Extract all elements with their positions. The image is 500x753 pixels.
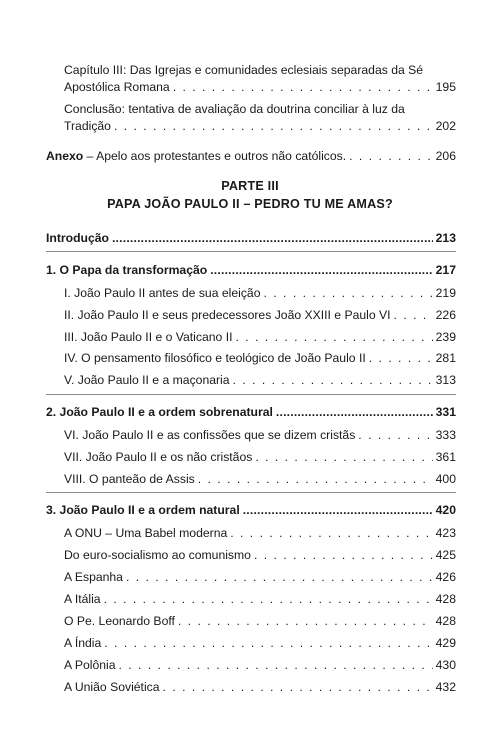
toc-section-3 — [46, 502, 456, 518]
anexo-text: – Apelo aos protestantes e outros não católicos. — [83, 149, 347, 163]
toc-page-number: 426 — [435, 570, 456, 584]
toc-page-number: 432 — [435, 680, 456, 694]
toc-entry-cap3-line1: Capítulo III: Das Igrejas e comunidades eclesiais separadas da Sé — [64, 63, 424, 77]
toc-entry-anexo — [46, 148, 456, 164]
toc-entry — [64, 329, 456, 345]
toc-entry — [64, 427, 456, 443]
toc-page-number: 219 — [435, 286, 456, 300]
leader-dots — [394, 307, 433, 323]
toc-entry — [64, 471, 456, 487]
leader-dots — [104, 635, 432, 651]
toc-section-label: 3. João Paulo II e a ordem natural — [46, 503, 240, 517]
toc-page-number: 361 — [435, 450, 456, 464]
toc-entry-label: VII. João Paulo II e os não cristãos — [64, 450, 253, 464]
leader-dots — [233, 372, 433, 388]
toc-page-number: 425 — [435, 548, 456, 562]
toc-page-number: 428 — [435, 592, 456, 606]
leader-dots — [235, 329, 432, 345]
toc-page-number: 313 — [435, 373, 456, 387]
toc-entry-label — [46, 148, 346, 164]
leader-dots — [178, 613, 433, 629]
leader-dots — [358, 427, 432, 443]
toc-section-1 — [46, 262, 456, 278]
toc-entry-label: A União Soviética — [64, 680, 160, 694]
toc-page-number: 281 — [435, 351, 456, 365]
toc-entry-label: A Espanha — [64, 570, 123, 584]
toc-entry-label: A Índia — [64, 636, 102, 650]
toc-page-number: 226 — [435, 308, 456, 322]
toc-section-label: 1. O Papa da transformação — [46, 263, 208, 277]
toc-entry — [64, 547, 456, 563]
toc-entry-label: Introdução — [46, 231, 109, 245]
part-subtitle: PAPA JOÃO PAULO II – PEDRO TU ME AMAS? — [107, 197, 393, 211]
toc-entry — [64, 525, 456, 541]
leader-dots — [210, 262, 432, 278]
toc-page-number: 429 — [435, 636, 456, 650]
leader-dots — [243, 502, 433, 518]
toc-page-number: 217 — [435, 263, 456, 277]
leader-dots — [104, 591, 433, 607]
section-divider — [46, 492, 456, 493]
toc-page-number: 239 — [435, 330, 456, 344]
leader-dots — [114, 118, 433, 134]
toc-entry — [64, 613, 456, 629]
toc-entry-label: A Itália — [64, 592, 101, 606]
toc-section-2 — [46, 404, 456, 420]
leader-dots — [349, 148, 433, 164]
toc-entry-label: Do euro-socialismo ao comunismo — [64, 548, 251, 562]
toc-entry-label: O Pe. Leonardo Boff — [64, 614, 175, 628]
leader-dots — [173, 79, 433, 95]
toc-page-number: 423 — [435, 526, 456, 540]
leader-dots — [119, 657, 433, 673]
toc-entry — [64, 569, 456, 585]
leader-dots — [276, 404, 433, 420]
toc-page-number: 430 — [435, 658, 456, 672]
leader-dots — [230, 525, 432, 541]
toc-entry-label: VI. João Paulo II e as confissões que se dizem cristãs — [64, 428, 356, 442]
toc-entry — [64, 372, 456, 388]
toc-entry — [64, 350, 456, 366]
toc-entry — [64, 591, 456, 607]
toc-entry-label: A Polônia — [64, 658, 116, 672]
toc-page-number: 420 — [435, 503, 456, 517]
toc-entry-label: Apostólica Romana — [64, 80, 170, 94]
toc-page-number: 428 — [435, 614, 456, 628]
part-title: PARTE III — [221, 179, 279, 193]
section-divider — [46, 394, 456, 395]
toc-entry — [64, 449, 456, 465]
toc-entry-label: III. João Paulo II e o Vaticano II — [64, 330, 233, 344]
toc-entry-label: Tradição — [64, 119, 111, 133]
leader-dots — [264, 285, 433, 301]
toc-entry-label: V. João Paulo II e a maçonaria — [64, 373, 230, 387]
toc-entry — [64, 657, 456, 673]
toc-page-number: 333 — [435, 428, 456, 442]
section-divider — [46, 251, 456, 252]
toc-page-number: 213 — [435, 231, 456, 245]
toc-section-label: 2. João Paulo II e a ordem sobrenatural — [46, 405, 273, 419]
toc-entry-conclusao-line1: Conclusão: tentativa de avaliação da doutrina conciliar à luz da — [64, 102, 405, 116]
toc-entry — [64, 679, 456, 695]
toc-entry-label: IV. O pensamento filosófico e teológico de João Paulo II — [64, 351, 366, 365]
leader-dots — [163, 679, 433, 695]
toc-entry-label: II. João Paulo II e seus predecessores João XXIII e Paulo VI — [64, 308, 391, 322]
toc-entry-label: VIII. O panteão de Assis — [64, 472, 195, 486]
anexo-prefix: Anexo — [46, 149, 84, 163]
leader-dots — [198, 471, 433, 487]
toc-page-number: 331 — [435, 405, 456, 419]
leader-dots — [369, 350, 433, 366]
toc-page-number: 202 — [435, 119, 456, 133]
leader-dots — [112, 230, 433, 246]
toc-entry — [64, 307, 456, 323]
toc-entry-label: A ONU – Uma Babel moderna — [64, 526, 228, 540]
toc-entry-introducao — [46, 230, 456, 246]
toc-page-number: 400 — [435, 472, 456, 486]
leader-dots — [255, 449, 432, 465]
toc-page-number: 206 — [435, 149, 456, 163]
toc-entry — [64, 635, 456, 651]
toc-entry-label: I. João Paulo II antes de sua eleição — [64, 286, 261, 300]
leader-dots — [254, 547, 433, 563]
toc-entry-conclusao — [64, 118, 456, 134]
toc-page-number: 195 — [435, 80, 456, 94]
toc-entry — [64, 285, 456, 301]
leader-dots — [126, 569, 433, 585]
toc-entry-cap3 — [64, 79, 456, 95]
